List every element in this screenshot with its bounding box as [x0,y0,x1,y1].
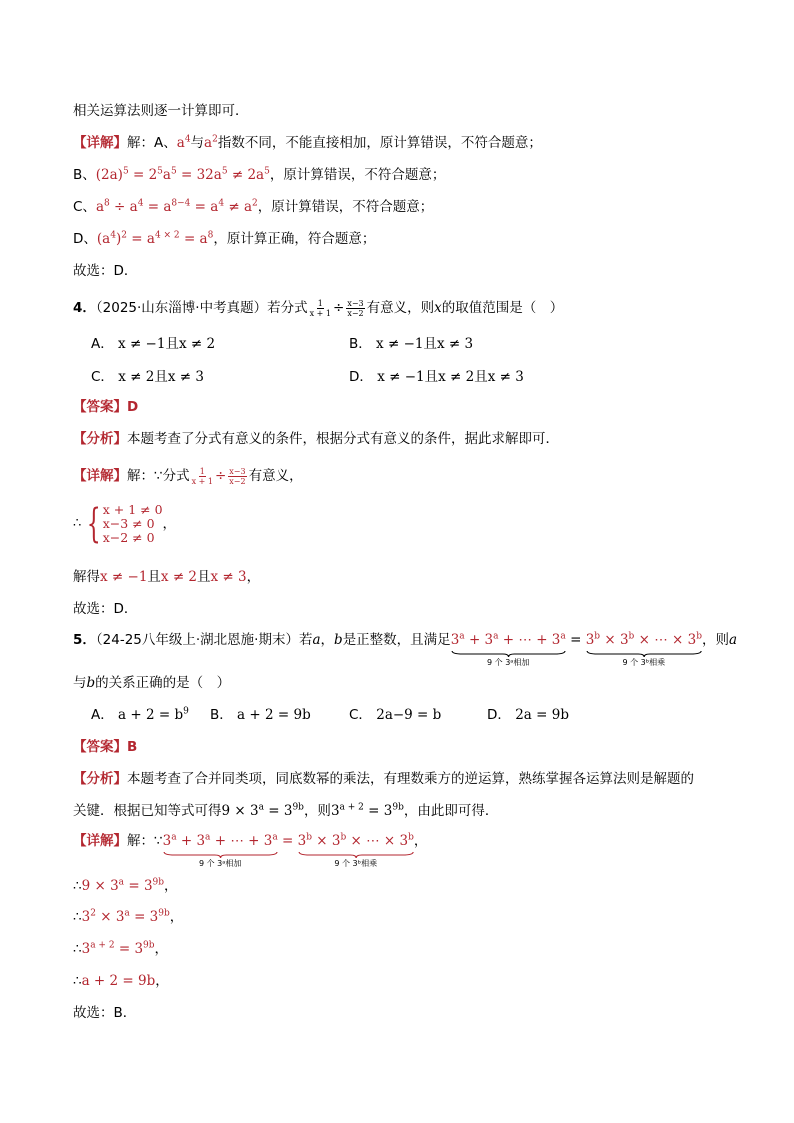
option-c[interactable]: C． x ≠ 2且x ≠ 3 [91,369,204,385]
step-line-3: $\therefore 3^{a + 2} = 3^{9b}$， [73,940,169,957]
question-5-stem: 5．（24-25八年级上·湖北恩施·期末）若a，b是正整数，且满足 $3^a + 3^a$ + ⋯ + $3^a$ 9 个 3ᵃ相加 = $3^b \times 3^b$ × ⋯ × $3^b$ 9 个 3ᵇ相乘 ，则a [73,631,738,667]
question-4-stem: 4．（2025·山东淄博·中考真题）若分式 $\frac{1}{x + 1}$ ÷ $\frac{x-3}{x-2}$ 有意义，则x的取值范围是（ ） [73,298,564,318]
option-a[interactable]: A． x ≠ −1且x ≠ 2 [91,336,216,352]
choose-line-5: 故选：B． [73,1005,137,1021]
choose-line: 故选：D． [73,263,138,279]
option-d[interactable]: D． x ≠ −1且x ≠ 2且x ≠ 3 [349,369,524,385]
question-5-stem-2: 与b的关系正确的是（ ） [73,675,231,691]
option-b[interactable]: B． a + 2 = 9b [210,707,311,723]
answer-line: 【答案】D [73,399,139,415]
detail-line-a: 【详解】解：A、$a^4$与$a^2$指数不同，不能直接相加，原计算错误，不符合题意； [73,134,542,151]
system-of-inequalities: ∴ { x + 1 ≠ 0 x−3 ≠ 0 x−2 ≠ 0 ， [73,501,177,547]
detail-line-b: B、$(2a)^5 = 2^5a^5 = 32a^5 \ne 2a^5$，原计算错误，不符合题意； [73,166,446,183]
step-line-1: ∴9 × $3^a = 3^{9b}$， [73,877,178,894]
step-line-4: ∴a + 2 = 9b， [73,973,169,989]
option-b[interactable]: B． x ≠ −1且x ≠ 3 [349,336,474,352]
detail-line: 【详解】解：∵分式 $\frac{1}{x + 1}$ ÷ $\frac{x-3}{x-2}$ 有意义， [73,466,303,486]
detail-line-d: D、$(a^4)^2 = a^{4 \times 2} = a^8$，原计算正确，符合题意； [73,230,376,247]
detail-line-5: 【详解】解：∵ $3^a + 3^a$ + ⋯ + $3^a$ 9 个 3ᵃ相加 = $3^b \times 3^b$ × ⋯ × $3^b$ 9 个 3ᵇ相乘 ， [73,832,428,868]
analysis-line-5b: 关键．根据已知等式可得$9 \times 3^a = 3^{9b}$，则$3^{a + 2} = 3^{9b}$，由此即可得． [73,802,499,819]
analysis-line-5a: 【分析】本题考查了合并同类项，同底数幂的乘法，有理数乘方的逆运算，熟练掌握各运算法则是解题的 [73,771,694,787]
option-c[interactable]: C． 2a−9 = b [349,707,442,723]
step-line-2: $\therefore 3^2 \times 3^a = 3^{9b}$， [73,908,184,925]
sum-underbrace-2: $3^a + 3^a$ + ⋯ + $3^a$ 9 个 3ᵃ相加 [162,832,278,868]
option-a[interactable]: A． $a + 2 = b^9$ [91,706,189,723]
product-underbrace-2: $3^b \times 3^b$ × ⋯ × $3^b$ 9 个 3ᵇ相乘 [297,832,414,868]
solve-line: 解得x ≠ −1且x ≠ 2且x ≠ 3， [73,569,261,585]
analysis-line: 【分析】本题考查了分式有意义的条件，根据分式有意义的条件，据此求解即可． [73,431,559,447]
detail-line-c: C、$a^8 \div a^4 = a^{8-4} = a^4 \ne a^2$，原计算错误，不符合题意； [73,198,434,215]
sum-underbrace: $3^a + 3^a$ + ⋯ + $3^a$ 9 个 3ᵃ相加 [450,631,566,667]
product-underbrace: $3^b \times 3^b$ × ⋯ × $3^b$ 9 个 3ᵇ相乘 [585,631,702,667]
text-line: 相关运算法则逐一计算即可． [73,103,249,119]
option-d[interactable]: D． 2a = 9b [487,707,569,723]
answer-line-5: 【答案】B [73,739,138,755]
choose-line-4: 故选：D． [73,601,138,617]
